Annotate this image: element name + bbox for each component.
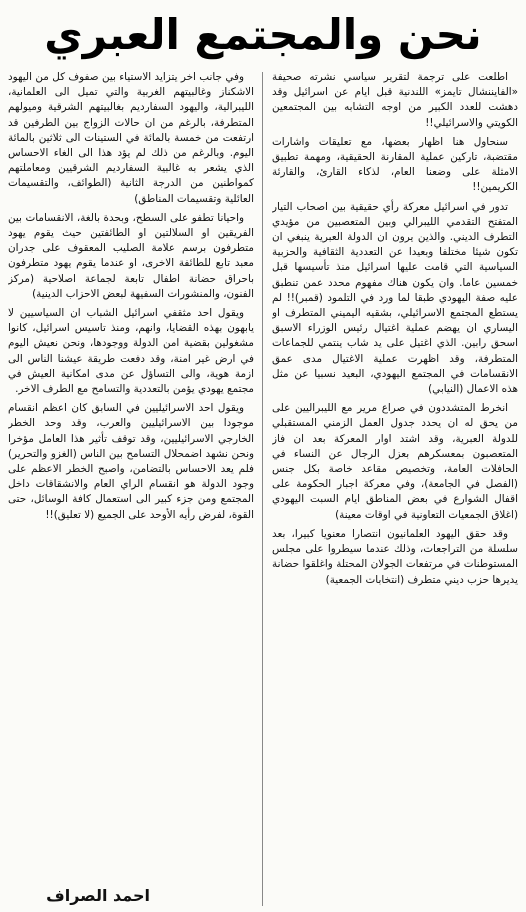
article-title: نحن والمجتمع العبري xyxy=(44,10,482,59)
article-column-left xyxy=(8,70,254,908)
paragraph: سنحاول هنا اظهار بعضها، مع تعليقات واشارات مقتضبة، تاركين عملية المقارنة الحقيقية، ومهمة تطبيق الامثلة على وضعنا العام، لذكاء القارئ، والقارئة الكريمين!! xyxy=(272,135,518,194)
paragraph: ويقول احد الاسرائيليين في السابق كان اعظم انقسام موجودا بين الاسرائيليين والعرب، وقد وحد الخطر الخارجي الاسرائيليين، وقد توقف تأثير هذا العامل مؤخرا ونحن نشهد اضمحلال التسامح بين الناس (الغزو والتحرير) فلم يعد الاحساس بالتضامن، واصبح الخطر الاعظم على وجود الدولة هو انقسام الراي العام والانشقاقات داخل المجتمع ومن جزء كبير الى استعمال كافة الوسائل، حتى القوة، لفرض رأيه الأوحد على الجميع (لا تعليق)!! xyxy=(8,402,254,521)
paragraph: انخرط المتشددون في صراع مرير مع الليبراليين على من يحق له ان يحدد جدول العمل الزمني المستقبلي للدولة العبرية، وقد اشتد اوار المعركة بعد ان فاز المتعصبون بمعسكرهم بعزل الرجال عن النساء في الحافلات العامة، وتخصيص مقاعد خاصة بكل جنس (الفصل في الجامعة)، وفي معركة اجبار الحكومة على اقفال الشوارع في بعض المناطق ايام السبت اليهودي (اغلاق الجمعيات التعاونية في اوقات معينة) xyxy=(272,402,518,521)
paragraph: اطلعت على ترجمة لتقرير سياسي نشرته صحيفة «الفايننشال تايمز» اللندنية قبل ايام عن اسرائيل وقد دهشت للعدد الكبير من اوجه التشابه بين المجتمعين الكويتي والاسرائيلي!! xyxy=(272,71,518,129)
author-signature: احمد الصراف xyxy=(46,886,150,905)
column-divider xyxy=(262,72,263,906)
paragraph: تدور في اسرائيل معركة رأي حقيقية بين اصحاب التيار المتفتح التقدمي الليبرالي وبين المتعصبين من مؤيدي التطرف الديني. والذين يرون ان الدولة العبرية ينبغي ان تكون شيئا مختلفا وبعيدا عن التعددية الثقافية والحزبية السياسية التي قامت عليها اسرائيل منذ تأسيسها قبل خمسين عاما. وان يكون هناك مفهوم محدد عمن تنطبق عليه صفة اليهودي طبقا لما ورد في التلمود (قمبر)!! لم يستطع المجتمع الاسرائيلي، بشقيه اليميني المتطرف او اليساري ان يهضم عملية اغتيال رئيس الوزراء الاسبق اسحق رابين. الذي اغتيل على يد شاب ينتمي للجماعات المتطرفة، وقد اظهرت عملية الاغتيال مدى عمق الانقسامات في المجتمع اليهودي، البعيد نسبيا عن مثل هذه الاعمال (النيابي) xyxy=(272,200,518,396)
article-column-right xyxy=(272,70,518,908)
paragraph: واحيانا تطفو على السطح، وبحدة بالغة، الانقسامات بين الفريقين او السلالتين او الطائفتين حيث يقوم يهود متطرفون برسم علامة الصليب المعقوف على جدران معبد تابع للطائفة الاخرى، او عندما يقوم يهود متطرفون باحراق حضانة اطفال تابعة لجماعة اصلاحية (مركز الفنون، والمنشورات السفيهة لبعض الاحزاب الدينية) xyxy=(8,211,254,300)
paragraph: وقد حقق اليهود العلمانيون انتصارا معنويا كبيرا، بعد سلسلة من التراجعات، وذلك عندما سيطروا على مجلس المستوطنات في مرتفعات الجولان المحتلة واغلقوا حضانة يديرها حزب ديني متطرف (انتخابات الجمعية) xyxy=(272,527,518,586)
paragraph: ويقول احد مثقفي اسرائيل الشباب ان السياسيين لا يابهون بهذه القضايا، وانهم، ومنذ تاسيس اسرائيل، كانوا مشغولين بقضية امن الدولة ووجودها، ونحن نعيش اليوم في ارض غير امنة، وقد دفعت طريقة عيشنا الناس الى ازمة هوية، والى التساؤل عن مدى امكانية العيش في مجتمع يهودي يؤمن بالتعددية والتسامح مع الطرف الاخر. xyxy=(8,307,254,396)
paragraph: وفي جانب اخر يتزايد الاستياء بين صفوف كل من اليهود الاشكناز وغالبيتهم الغربية والتي تميل الى العلمانية، الليبرالية، واليهود السفارديم بغالبيتهم الشرقية وميولهم المتطرفة، بالرغم من ان حالات الزواج بين الطرفين قد ارتفعت من خمسة بالمائة في الستينات الى ثلاثين بالمائة اليوم. وبالرغم من ذلك لم يؤد هذا الى الغاء الاحساس الذي يشعر به غالبية السفارديم الشرقيين ومعاملتهم كمواطنين من الدرجة الثانية (الطوائف، والتقسيمات العائلية وتقسيمات المناطق) xyxy=(8,71,254,205)
